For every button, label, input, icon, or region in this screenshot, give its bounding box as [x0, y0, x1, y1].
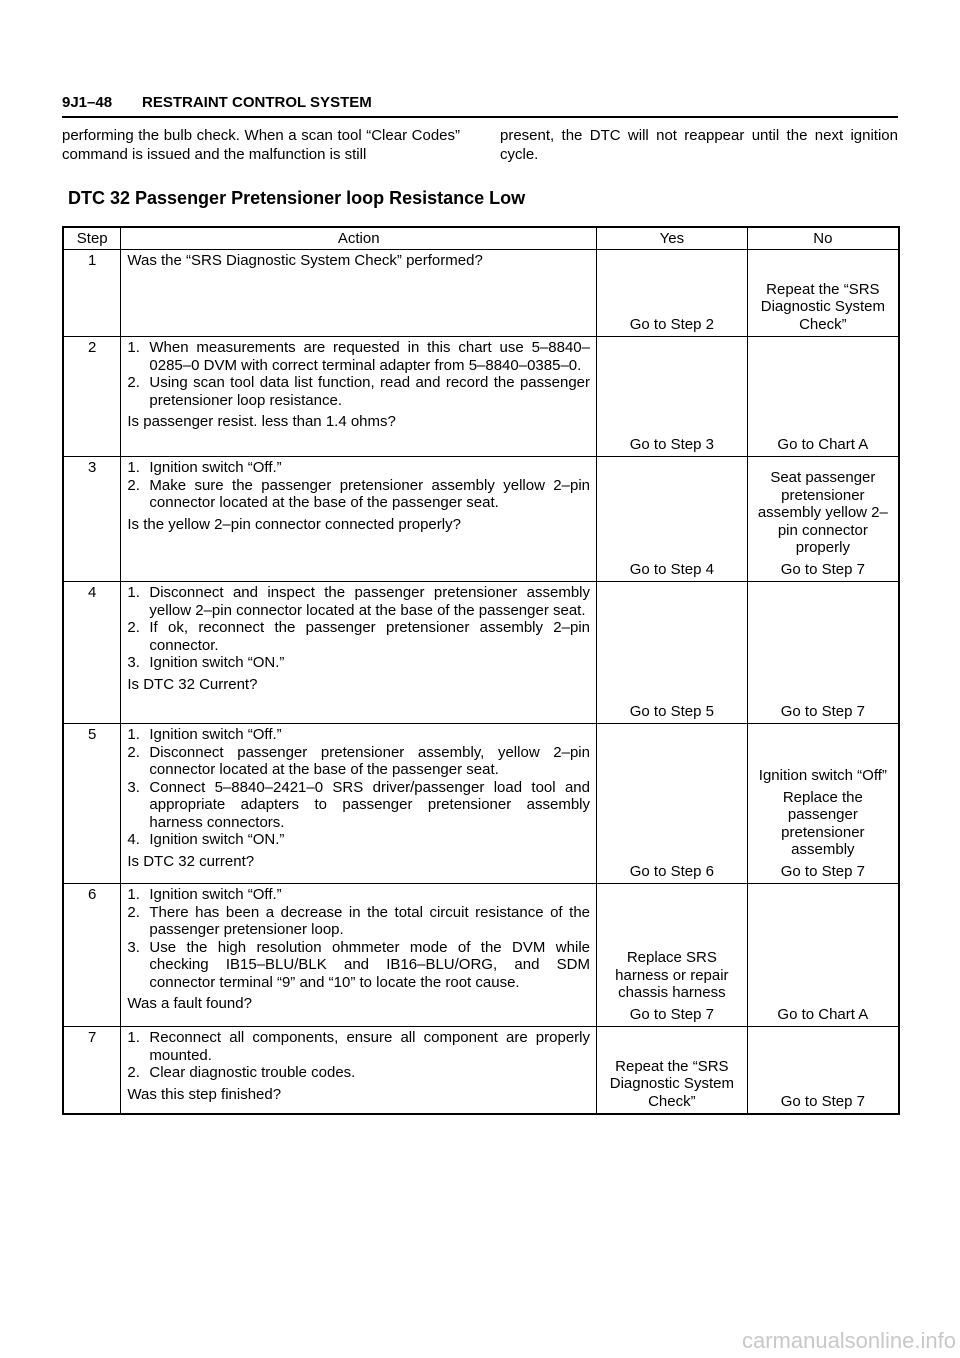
action-item-text: Reconnect all components, ensure all component are properly mounted. [149, 1029, 590, 1064]
step-action [121, 250, 597, 337]
action-item-text: Disconnect and inspect the passenger pretensioner assembly yellow 2–pin connector located at the base of the passenger seat. [149, 584, 590, 619]
table-body [63, 250, 899, 1115]
header-action: Action [121, 227, 597, 250]
result-text: Replace SRS harness or repair chassis harness [615, 949, 729, 1001]
table-row [63, 457, 899, 582]
result-text: Go to Step 7 [780, 862, 865, 880]
action-item-number: 2. [127, 1064, 140, 1081]
result-text: Go to Step 7 [780, 560, 865, 578]
action-list [127, 726, 590, 849]
action-item-number: 1. [127, 459, 140, 476]
result-text: Go to Chart A [777, 1005, 869, 1023]
action-item [127, 1029, 590, 1064]
action-item-text: If ok, reconnect the passenger pretensioner assembly 2–pin connector. [149, 619, 590, 654]
result-text: Go to Step 3 [629, 435, 714, 453]
step-yes-result [597, 457, 748, 582]
header-no: No [747, 227, 899, 250]
action-item-number: 2. [127, 743, 140, 761]
table-header-row [63, 227, 899, 250]
result-stack [603, 1029, 741, 1110]
action-item [127, 339, 590, 374]
result-stack [603, 339, 741, 453]
action-item [127, 726, 590, 744]
action-item [127, 459, 590, 477]
result-text: Go to Step 5 [629, 702, 714, 720]
action-item-text: Clear diagnostic trouble codes. [149, 1064, 356, 1081]
step-action [121, 1027, 597, 1115]
step-no-result [747, 582, 899, 724]
action-item-number: 2. [127, 903, 140, 921]
step-action [121, 337, 597, 457]
result-stack [603, 459, 741, 578]
result-text: Go to Step 6 [629, 862, 714, 880]
step-action [121, 724, 597, 884]
action-item-number: 3. [127, 778, 140, 796]
step-action [121, 884, 597, 1027]
action-item-text: Ignition switch “Off.” [149, 726, 282, 743]
action-item-text: Make sure the passenger pretensioner assembly yellow 2–pin connector located at the base of the passenger seat. [149, 476, 590, 511]
table-row [63, 582, 899, 724]
result-stack [603, 252, 741, 333]
section-code: 9J1–48 [62, 94, 113, 111]
step-question: Was the “SRS Diagnostic System Check” performed? [127, 252, 483, 269]
action-item-number: 2. [127, 476, 140, 494]
section-title: RESTRAINT CONTROL SYSTEM [142, 94, 372, 111]
action-item [127, 584, 590, 619]
action-item-text: Connect 5–8840–2421–0 SRS driver/passenger load tool and appropriate adapters to passenger pretensioner assembly harness connectors. [149, 778, 590, 831]
result-text: Go to Step 7 [780, 1092, 865, 1110]
action-item [127, 886, 590, 904]
diagnostic-table [62, 226, 900, 1115]
action-item-text: Ignition switch “ON.” [149, 654, 285, 671]
step-yes-result [597, 337, 748, 457]
action-item-number: 4. [127, 831, 140, 848]
result-text: Replace the passenger pretensioner assembly [781, 788, 865, 858]
action-item-number: 2. [127, 619, 140, 636]
action-item-text: Using scan tool data list function, read and record the passenger pretensioner loop resistance. [149, 374, 590, 409]
step-no-result [747, 724, 899, 884]
table-row [63, 884, 899, 1027]
action-item [127, 744, 590, 779]
result-stack [754, 726, 892, 880]
action-item-text: Use the high resolution ohmmeter mode of the DVM while checking IB15–BLU/BLK and IB16–BLU/ORG, and SDM connector terminal “9” and “10” to locate the root cause. [149, 938, 590, 991]
action-item-text: There has been a decrease in the total circuit resistance of the passenger pretensioner loop. [149, 903, 590, 938]
action-item [127, 619, 590, 654]
watermark: carmanualsonline.info [741, 1328, 956, 1353]
result-stack [754, 459, 892, 578]
table-row [63, 724, 899, 884]
step-no-result [747, 457, 899, 582]
result-text: Go to Step 7 [629, 1005, 714, 1023]
action-item-text: Ignition switch “Off.” [149, 459, 282, 476]
step-yes-result [597, 1027, 748, 1115]
step-no-result [747, 884, 899, 1027]
step-no-result [747, 337, 899, 457]
result-stack [754, 584, 892, 720]
table-row [63, 1027, 899, 1115]
result-stack [754, 339, 892, 453]
step-no-result [747, 250, 899, 337]
result-text: Go to Step 7 [780, 702, 865, 720]
result-text: Go to Chart A [777, 435, 869, 453]
result-text: Repeat the “SRS Diagnostic System Check” [760, 280, 885, 333]
intro-text-left [62, 126, 460, 164]
result-text: Ignition switch “Off” [758, 767, 887, 784]
step-question: Is DTC 32 Current? [127, 675, 258, 693]
step-question: Is passenger resist. less than 1.4 ohms? [127, 413, 396, 430]
step-no-result [747, 1027, 899, 1115]
result-text: Go to Step 4 [629, 560, 714, 578]
result-stack [603, 886, 741, 1023]
action-item-text: Ignition switch “ON.” [149, 831, 285, 848]
action-item [127, 654, 590, 672]
step-question: Was a fault found? [127, 995, 252, 1012]
result-stack [754, 1029, 892, 1110]
step-number: 5 [63, 724, 121, 884]
step-number: 2 [63, 337, 121, 457]
intro-paragraph-right: present, the DTC will not reappear until the next ignition cycle. [500, 127, 898, 163]
action-item [127, 374, 590, 409]
action-item-text: Disconnect passenger pretensioner assembly, yellow 2–pin connector located at the base of the passenger seat. [149, 743, 590, 778]
action-item-number: 1. [127, 584, 140, 601]
action-item [127, 939, 590, 992]
result-text: Repeat the “SRS Diagnostic System Check” [609, 1057, 734, 1110]
action-item [127, 1064, 590, 1082]
action-item-number: 3. [127, 938, 140, 956]
action-list [127, 886, 590, 991]
step-action [121, 582, 597, 724]
action-item-number: 1. [127, 1029, 140, 1046]
step-yes-result [597, 250, 748, 337]
action-item-text: When measurements are requested in this chart use 5–8840–0285–0 DVM with correct terminal adapter from 5–8840–0385–0. [149, 339, 590, 374]
action-item [127, 779, 590, 832]
result-stack [754, 886, 892, 1023]
action-item-number: 1. [127, 339, 140, 356]
step-number: 3 [63, 457, 121, 582]
result-stack [603, 584, 741, 720]
action-list [127, 339, 590, 409]
table-row [63, 337, 899, 457]
action-item-number: 2. [127, 374, 140, 391]
table-row [63, 250, 899, 337]
action-item-number: 3. [127, 654, 140, 671]
step-question: Is DTC 32 current? [127, 852, 255, 870]
intro-text-right [500, 126, 898, 164]
action-item-number: 1. [127, 886, 140, 903]
action-list [127, 459, 590, 512]
action-item-text: Ignition switch “Off.” [149, 886, 282, 903]
dtc-title: DTC 32 Passenger Pretensioner loop Resistance Low [68, 188, 526, 208]
header-step: Step [63, 227, 121, 250]
step-number: 7 [63, 1027, 121, 1115]
action-item-number: 1. [127, 726, 140, 743]
action-list [127, 584, 590, 672]
step-number: 4 [63, 582, 121, 724]
header-yes: Yes [597, 227, 748, 250]
action-list [127, 1029, 590, 1082]
result-text: Go to Step 2 [629, 315, 714, 333]
step-action [121, 457, 597, 582]
page-header [62, 92, 898, 118]
step-number: 1 [63, 250, 121, 337]
step-yes-result [597, 884, 748, 1027]
intro-paragraph-left: performing the bulb check. When a scan tool “Clear Codes” command is issued and the malfunction is still [62, 127, 460, 163]
result-stack [603, 726, 741, 880]
result-stack [754, 252, 892, 333]
action-item [127, 904, 590, 939]
action-item [127, 831, 590, 849]
step-question: Is the yellow 2–pin connector connected properly? [127, 515, 461, 533]
action-item [127, 477, 590, 512]
step-question: Was this step finished? [127, 1085, 282, 1103]
step-number: 6 [63, 884, 121, 1027]
result-text: Seat passenger pretensioner assembly yellow 2–pin connector properly [757, 469, 888, 556]
step-yes-result [597, 724, 748, 884]
step-yes-result [597, 582, 748, 724]
